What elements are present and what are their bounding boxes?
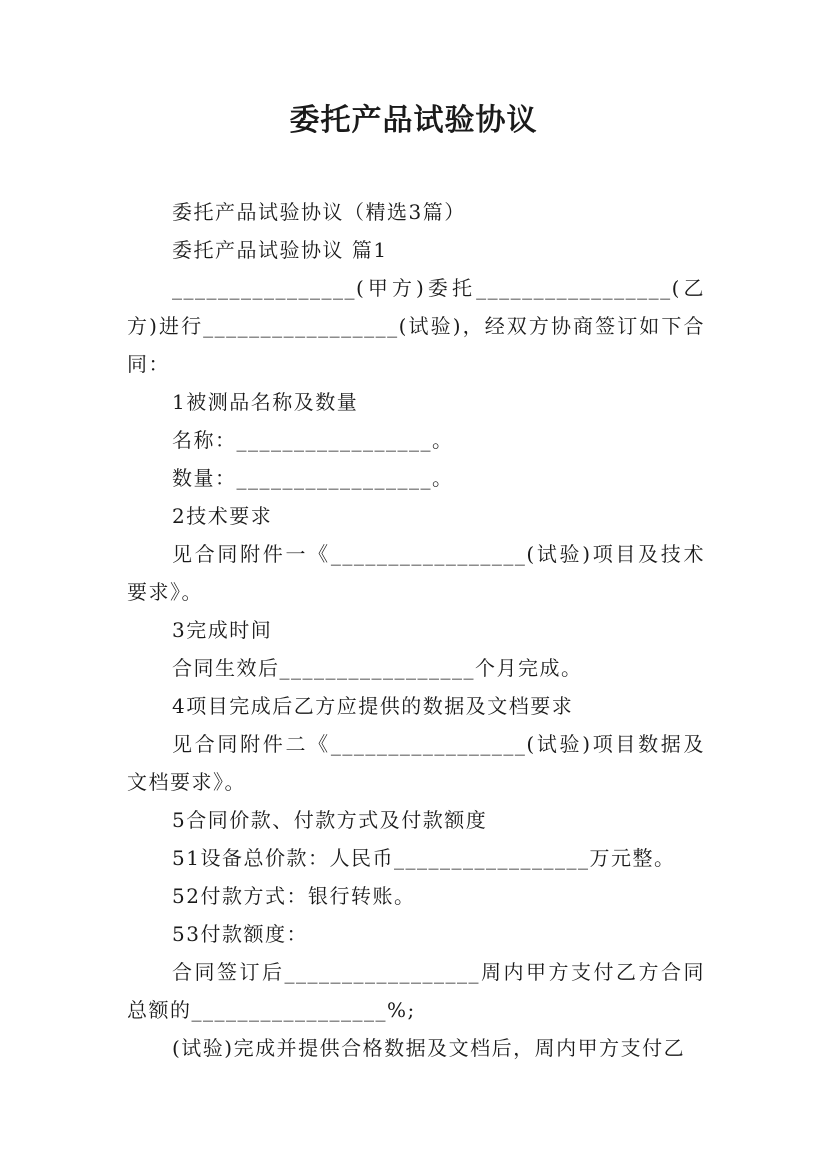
document-body xyxy=(127,193,705,1067)
paragraph-item-3-heading: 3完成时间 xyxy=(172,618,273,642)
paragraph-item-1-quantity: 数量：_________________。 xyxy=(172,466,454,490)
paragraph-subtitle: 委托产品试验协议（精选3篇） xyxy=(172,200,466,224)
paragraph-item-4-heading: 4项目完成后乙方应提供的数据及文档要求 xyxy=(172,694,574,718)
paragraph-item-5-2: 52付款方式：银行转账。 xyxy=(172,884,416,908)
paragraph-item-2-body: 见合同附件一《_________________(试验)项目及技术要求》。 xyxy=(127,542,705,604)
paragraph-item-2-heading: 2技术要求 xyxy=(172,504,273,528)
paragraph-section-heading: 委托产品试验协议 篇1 xyxy=(172,238,388,262)
paragraph-item-5-3-a: 合同签订后_________________周内甲方支付乙方合同总额的_________________%; xyxy=(127,960,705,1022)
paragraph-item-3-body: 合同生效后_________________个月完成。 xyxy=(172,656,583,680)
document-title: 委托产品试验协议 xyxy=(289,103,538,138)
paragraph-item-1-name: 名称：_________________。 xyxy=(172,428,454,452)
paragraph-item-5-3-b: (试验)完成并提供合格数据及文档后，周内甲方支付乙 xyxy=(172,1036,686,1060)
paragraph-item-1-heading: 1被测品名称及数量 xyxy=(172,390,359,414)
paragraph-item-4-body: 见合同附件二《_________________(试验)项目数据及文档要求》。 xyxy=(127,732,705,794)
paragraph-item-5-3: 53付款额度： xyxy=(172,922,308,946)
paragraph-parties: ________________(甲方)委托_________________(乙方)进行_________________(试验)，经双方协商签订如下合同： xyxy=(127,276,705,376)
paragraph-item-5-1: 51设备总价款：人民币_________________万元整。 xyxy=(172,846,676,870)
paragraph-item-5-heading: 5合同价款、付款方式及付款额度 xyxy=(172,808,488,832)
